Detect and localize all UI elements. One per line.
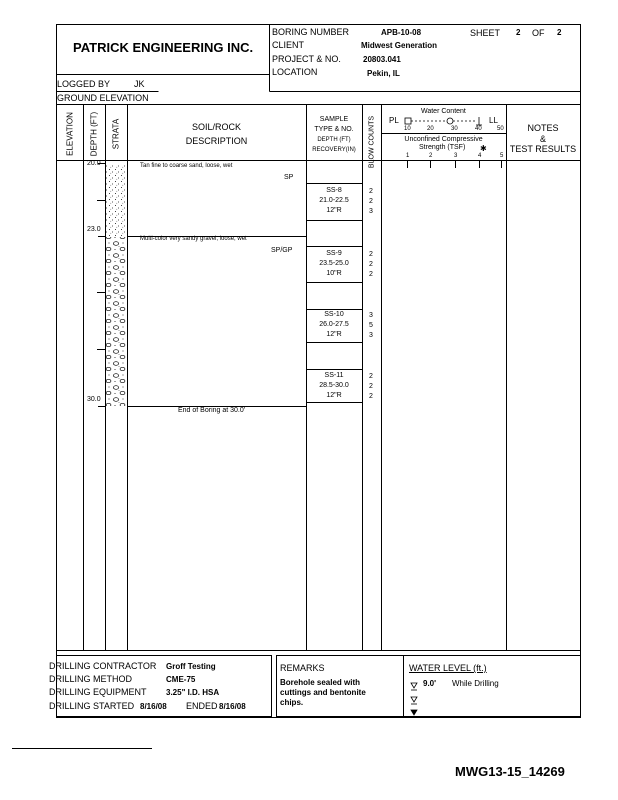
boring-number: APB-10-08 bbox=[381, 28, 422, 37]
client-value: Midwest Generation bbox=[361, 41, 438, 50]
blow-count: 2 bbox=[369, 198, 373, 205]
drilling-ended-label: ENDED bbox=[186, 701, 218, 711]
sample-recovery: 12"R bbox=[326, 392, 342, 399]
client-label: CLIENT bbox=[272, 40, 305, 50]
sample-recovery: 10"R bbox=[326, 270, 342, 277]
sample-id: SS-9 bbox=[326, 250, 342, 257]
wc-tick-10: 10 bbox=[404, 126, 411, 132]
company-name: PATRICK ENGINEERING INC. bbox=[73, 40, 254, 55]
sample-recovery: 12"R bbox=[326, 207, 342, 214]
wc-tick-30: 30 bbox=[451, 126, 458, 132]
logged-by-value: JK bbox=[134, 79, 145, 89]
soil-header-line1: SOIL/ROCK bbox=[191, 122, 241, 132]
blow-count: 2 bbox=[369, 383, 373, 390]
sheet-of-label: OF bbox=[532, 28, 545, 38]
ucs-tick-1: 1 bbox=[406, 153, 410, 159]
drilling-started-value: 8/16/08 bbox=[140, 702, 167, 711]
drilling-contractor-value: Groff Testing bbox=[166, 662, 216, 671]
blow-counts-header: BLOW COUNTS bbox=[368, 115, 376, 169]
ucs-tick-3: 3 bbox=[454, 153, 458, 159]
wc-tick-20: 20 bbox=[427, 126, 434, 132]
sample-id: SS-8 bbox=[326, 187, 342, 194]
strata-header: STRATA bbox=[111, 118, 121, 150]
depth-header: DEPTH (FT) bbox=[89, 111, 99, 157]
ucs-tick-4: 4 bbox=[478, 153, 482, 159]
drilling-method-value: CME-75 bbox=[166, 675, 196, 684]
sheet-label: SHEET bbox=[470, 28, 501, 38]
ucs-header-line1: Unconfined Compressive bbox=[404, 136, 483, 143]
blow-count: 3 bbox=[369, 312, 373, 319]
sample-header-line1: SAMPLE bbox=[319, 116, 349, 123]
drilling-method-label: DRILLING METHOD bbox=[49, 674, 133, 684]
sample-depth: 26.0-27.5 bbox=[319, 321, 349, 328]
blow-count: 2 bbox=[369, 373, 373, 380]
water-level-label: WATER LEVEL (ft.) bbox=[409, 663, 487, 673]
blow-count: 2 bbox=[369, 271, 373, 278]
depth-label-30: 30.0 bbox=[87, 396, 101, 403]
depth-label-23: 23.0 bbox=[87, 226, 101, 233]
strata-sand-pattern bbox=[106, 164, 127, 236]
location-label: LOCATION bbox=[272, 67, 318, 77]
project-number: 20803.041 bbox=[363, 55, 401, 64]
water-level-symbols bbox=[411, 683, 417, 715]
strata-gravel-pattern bbox=[106, 237, 127, 406]
document-id: MWG13-15_14269 bbox=[455, 764, 565, 779]
blow-count: 3 bbox=[369, 208, 373, 215]
drilling-ended-value: 8/16/08 bbox=[219, 702, 246, 711]
sample-header-line3: DEPTH (FT) bbox=[317, 137, 351, 143]
elevation-header: ELEVATION bbox=[65, 112, 75, 156]
drilling-equipment-value: 3.25" I.D. HSA bbox=[166, 688, 220, 697]
blow-count: 2 bbox=[369, 261, 373, 268]
description-sand: Tan fine to coarse sand, loose, wet bbox=[140, 163, 233, 169]
sample-header-line4: RECOVERY(IN) bbox=[312, 147, 356, 153]
soil-header-line2: DESCRIPTION bbox=[185, 136, 248, 146]
uscs-class-sp: SP bbox=[284, 174, 294, 181]
blow-count: 2 bbox=[369, 251, 373, 258]
sheet-total: 2 bbox=[557, 28, 562, 37]
logged-by-label: LOGGED BY bbox=[57, 79, 111, 89]
sample-recovery: 12"R bbox=[326, 331, 342, 338]
sample-header-line2: TYPE & NO. bbox=[314, 126, 354, 133]
drilling-contractor-label: DRILLING CONTRACTOR bbox=[49, 661, 157, 671]
plasticity-symbol bbox=[405, 117, 482, 125]
sample-id: SS-11 bbox=[324, 372, 344, 379]
notes-header-line1: NOTES bbox=[527, 123, 559, 133]
sample-depth: 28.5-30.0 bbox=[319, 382, 349, 389]
drilling-equipment-label: DRILLING EQUIPMENT bbox=[49, 687, 147, 697]
blow-count: 2 bbox=[369, 393, 373, 400]
project-label: PROJECT & NO. bbox=[272, 54, 341, 64]
depth-label-20: 20.0 bbox=[87, 160, 101, 167]
wc-tick-50: 50 bbox=[497, 126, 504, 132]
sample-depth: 23.5-25.0 bbox=[319, 260, 349, 267]
wc-tick-40: 40 bbox=[475, 126, 482, 132]
remarks-line1: Borehole sealed with bbox=[280, 678, 361, 687]
remarks-line3: chips. bbox=[280, 698, 304, 707]
description-gravel: Multi-color very sandy gravel, loose, wet bbox=[140, 236, 247, 242]
blow-count: 5 bbox=[369, 322, 373, 329]
sheet-number: 2 bbox=[516, 28, 521, 37]
location-value: Pekin, IL bbox=[367, 69, 400, 78]
sample-depth: 21.0-22.5 bbox=[319, 197, 349, 204]
sample-id: SS-10 bbox=[324, 311, 344, 318]
end-of-boring: End of Boring at 30.0' bbox=[178, 407, 246, 414]
water-content-header: Water Content bbox=[421, 108, 466, 115]
notes-header-line2: & bbox=[539, 134, 546, 144]
notes-header-line3: TEST RESULTS bbox=[509, 144, 577, 154]
blow-count: 2 bbox=[369, 188, 373, 195]
uscs-class-spgp: SP/GP bbox=[271, 247, 293, 254]
drilling-started-label: DRILLING STARTED bbox=[49, 701, 135, 711]
pl-label: PL bbox=[389, 116, 399, 125]
ground-elevation-label: GROUND ELEVATION bbox=[57, 93, 149, 103]
boring-number-label: BORING NUMBER bbox=[272, 27, 350, 37]
ucs-tick-2: 2 bbox=[429, 153, 433, 159]
water-level-note: While Drilling bbox=[452, 679, 499, 688]
blow-count: 3 bbox=[369, 332, 373, 339]
ucs-header-line2: Strength (TSF) bbox=[419, 144, 466, 151]
remarks-line2: cuttings and bentonite bbox=[280, 688, 366, 697]
ucs-tick-5: 5 bbox=[500, 153, 504, 159]
remarks-label: REMARKS bbox=[280, 663, 325, 673]
ucs-symbol: ✱ bbox=[480, 144, 487, 153]
ll-label: LL bbox=[489, 116, 498, 125]
water-level-reading: 9.0' bbox=[423, 679, 437, 688]
